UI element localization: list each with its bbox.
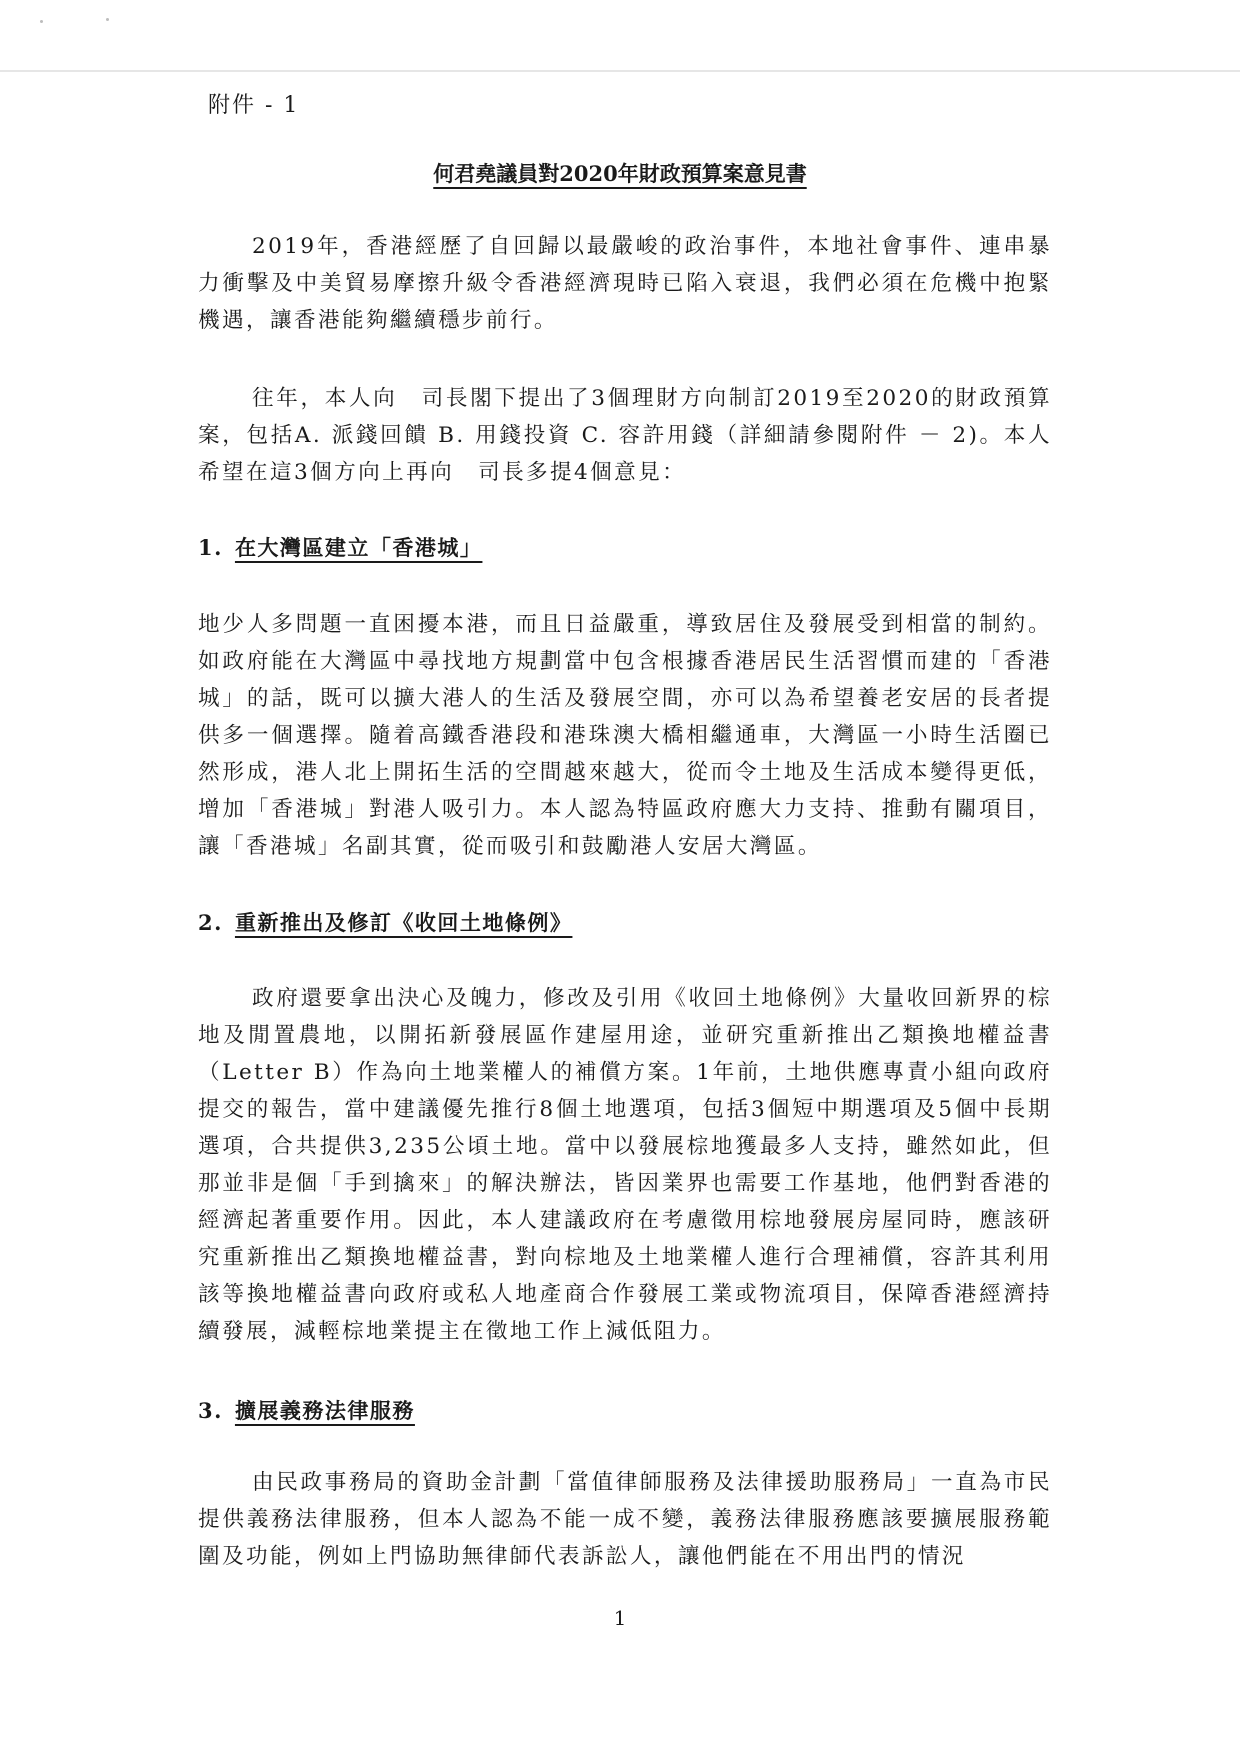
intro-paragraph-1: 2019年，香港經歷了自回歸以最嚴峻的政治事件，本地社會事件、連串暴力衝擊及中美貿易摩擦升級令香港經濟現時已陷入衰退，我們必須在危機中抱緊機遇，讓香港能夠繼續穩步前行。: [198, 234, 1052, 333]
section-title: 擴展義務法律服務: [234, 1398, 415, 1423]
scan-edge-line: [0, 70, 1240, 72]
page-number: 1: [613, 1606, 627, 1630]
section-body-2: 政府還要拿出決心及魄力，修改及引用《收回土地條例》大量收回新界的棕地及閒置農地，以開拓新發展區作建屋用途，並研究重新推出乙類換地權益書（Letter B）作為向土地業權人的補償方案。1年前，土地供應專責小組向政府提交的報告，當中建議優先推行8個土地選項，包括3個短中期選項及5個中長期選項，合共提供3,235公頃土地。當中以發展棕地獲最多人支持，雖然如此，但那並非是個「手到擒來」的解決辦法，皆因業界也需要工作基地，他們對香港的經濟起著重要作用。因此，本人建議政府在考慮徵用棕地發展房屋同時，應該研究重新推出乙類換地權益書，對向棕地及土地業權人進行合理補償，容許其利用該等換地權益書向政府或私人地產商合作發展工業或物流項目，保障香港經濟持續發展，減輕棕地業提主在徵地工作上減低阻力。: [198, 986, 1052, 1344]
document-title: 何君堯議員對2020年財政預算案意見書: [433, 161, 807, 186]
scan-speck: [106, 18, 109, 21]
section-body-3: 由民政事務局的資助金計劃「當值律師服務及法律援助服務局」一直為市民提供義務法律服務，但本人認為不能一成不變，義務法律服務應該要擴展服務範圍及功能，例如上門協助無律師代表訴訟人，讓他們能在不用出門的情況: [198, 1470, 1052, 1569]
section-title: 在大灣區建立「香港城」: [234, 535, 483, 560]
annex-label: 附件 - 1: [208, 93, 300, 118]
scan-speck: [40, 20, 43, 23]
section-heading-3: [198, 1395, 415, 1425]
section-body-1: 地少人多問題一直困擾本港，而且日益嚴重，導致居住及發展受到相當的制約。如政府能在大灣區中尋找地方規劃當中包含根據香港居民生活習慣而建的「香港城」的話，既可以擴大港人的生活及發展空間，亦可以為希望養老安居的長者提供多一個選擇。隨着高鐵香港段和港珠澳大橋相繼通車，大灣區一小時生活圈已然形成，港人北上開拓生活的空間越來越大，從而令土地及生活成本變得更低，增加「香港城」對港人吸引力。本人認為特區政府應大力支持、推動有關項目，讓「香港城」名副其實，從而吸引和鼓勵港人安居大灣區。: [198, 612, 1052, 859]
intro-paragraph-2: 往年，本人向 司長閣下提出了3個理財方向制訂2019至2020的財政預算案，包括A. 派錢回饋 B. 用錢投資 C. 容許用錢（詳細請參閱附件 － 2)。本人希望在這3個方向上再向 司長多提4個意見：: [198, 386, 1052, 485]
section-heading-2: [198, 907, 572, 937]
section-number: 3.: [198, 1398, 223, 1423]
section-heading-1: [198, 532, 482, 562]
section-number: 1.: [198, 535, 223, 560]
section-number: 2.: [198, 910, 223, 935]
section-title: 重新推出及修訂《收回土地條例》: [234, 910, 573, 935]
